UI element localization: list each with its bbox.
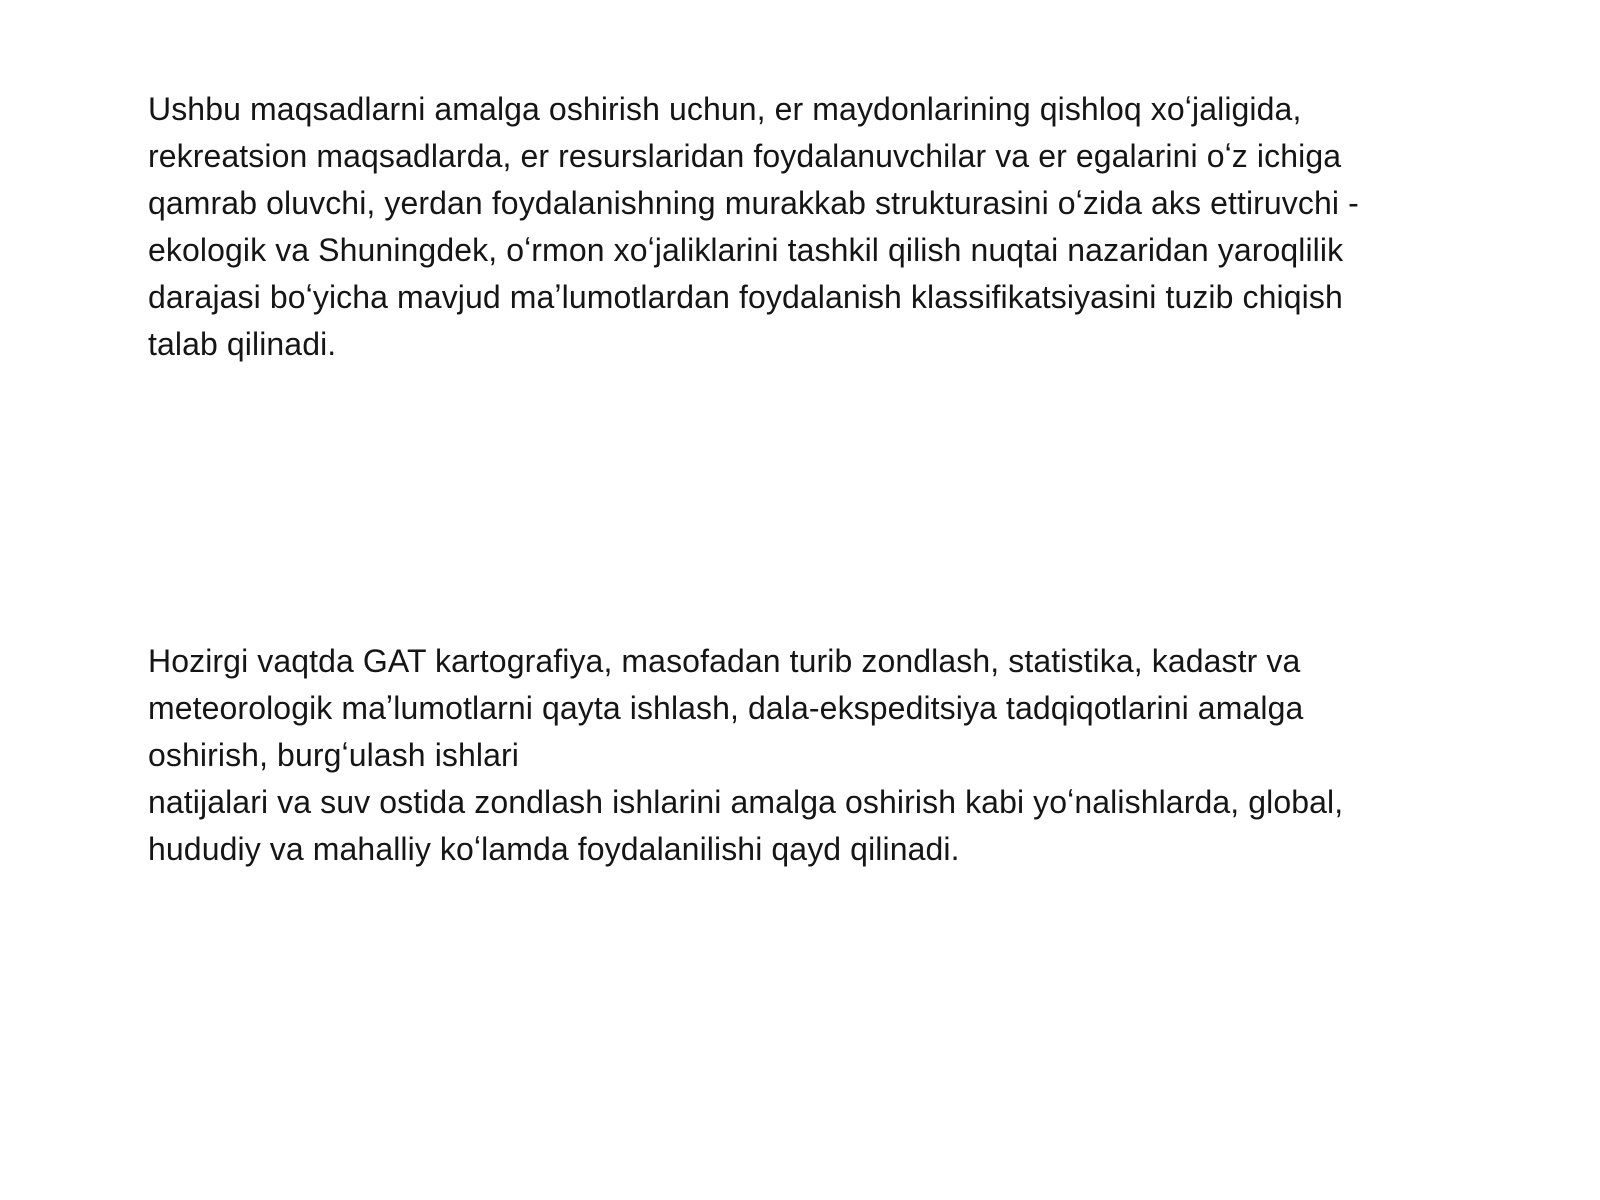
paragraph-block-2 bbox=[148, 638, 1343, 873]
text-line: talab qilinadi. bbox=[148, 326, 337, 362]
text-line: meteorologik maʼlumotlarni qayta ishlash, dala-ekspeditsiya tadqiqotlarini amalga bbox=[148, 690, 1304, 726]
text-line: Ushbu maqsadlarni amalga oshirish uchun, er maydonlarining qishloq xoʻjaligida, bbox=[148, 91, 1302, 127]
text-line: ekologik va Shuningdek, oʻrmon xoʻjaliklarini tashkil qilish nuqtai nazaridan yaroqlilik bbox=[148, 232, 1344, 268]
text-line: hududiy va mahalliy koʻlamda foydalanilishi qayd qilinadi. bbox=[148, 831, 960, 867]
text-line: natijalari va suv ostida zondlash ishlarini amalga oshirish kabi yoʻnalishlarda, global, bbox=[148, 784, 1344, 820]
text-line: oshirish, burgʻulash ishlari bbox=[148, 737, 519, 773]
paragraph-block-1 bbox=[148, 86, 1359, 368]
text-line: Hozirgi vaqtda GAT kartografiya, masofadan turib zondlash, statistika, kadastr va bbox=[148, 643, 1301, 679]
text-line: qamrab oluvchi, yerdan foydalanishning murakkab strukturasini oʻzida aks ettiruvchi - bbox=[148, 185, 1359, 221]
text-line: rekreatsion maqsadlarda, er resurslaridan foydalanuvchilar va er egalarini oʻz ichiga bbox=[148, 138, 1342, 174]
text-line: darajasi boʻyicha mavjud maʼlumotlardan foydalanish klassifikatsiyasini tuzib chiqish bbox=[148, 279, 1343, 315]
